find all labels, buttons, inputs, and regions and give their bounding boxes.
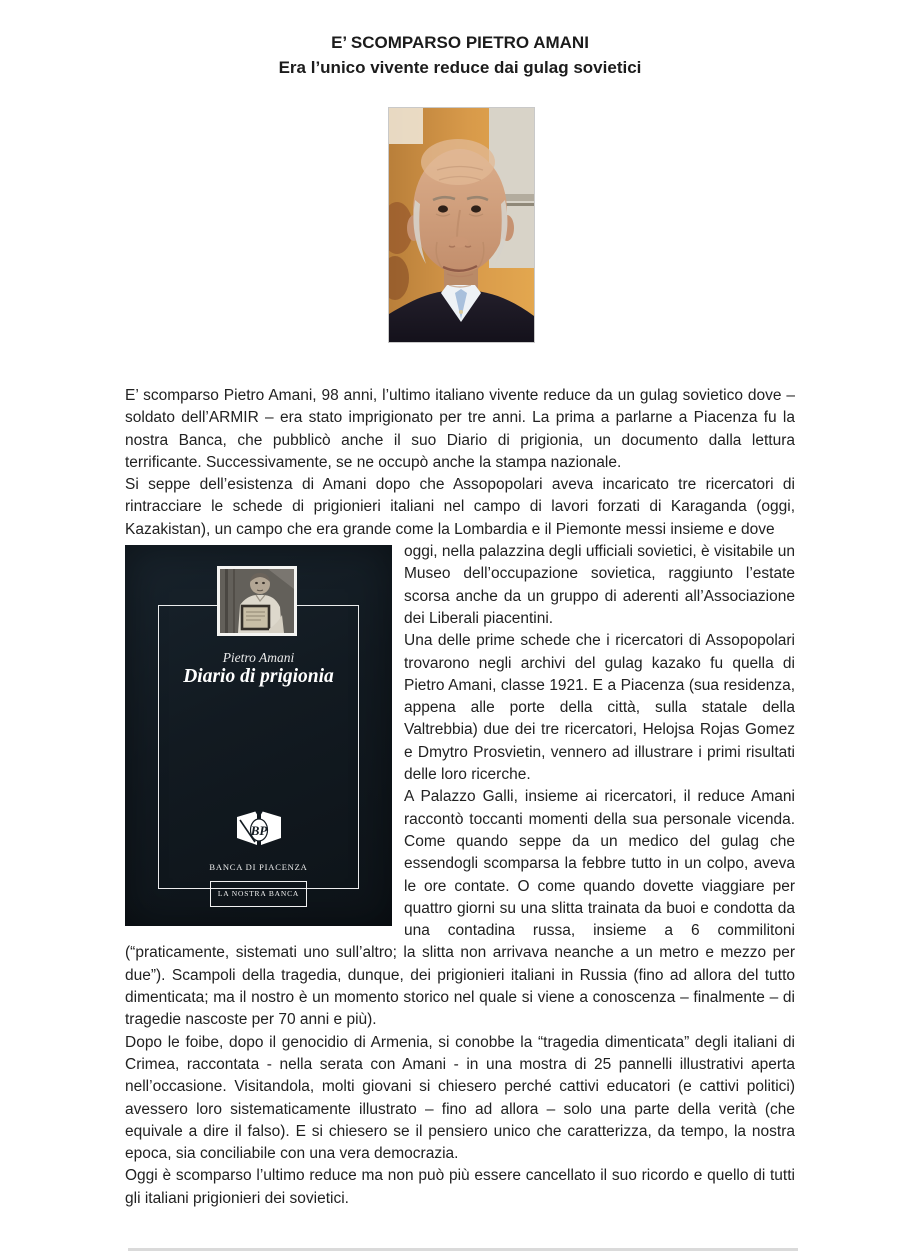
paragraph-2a: Si seppe dell’esistenza di Amani dopo che Assopopolari aveva incaricato tre ricercatori di rintracciare le schede di prigionieri italiani nel campo di lavori forzati di Karaganda (oggi, Kazakistan), un campo che era grande come la Lombardia e il Piemonte messi insieme e dove	[125, 476, 795, 538]
publisher-tagline: LA NOSTRA BANCA	[210, 881, 307, 907]
cover-photo-illustration	[220, 569, 294, 633]
portrait-illustration	[389, 108, 534, 342]
publisher-name: BANCA DI PIACENZA	[209, 862, 308, 873]
paragraph-3: Una delle prime schede che i ricercatori di Assopopolari trovarono negli archivi del gulag kazako fu quella di Pietro Amani, classe 1921. E a Piacenza (sua residenza, appena alle porte della città, sulla statale della Valtrebbia) due dei tre ricercatori, Helojsa Rojas Gomez e Dmytro Prosvietin, vennero ad illustrare i primi risultati delle loro ricerche.	[404, 632, 795, 784]
book-cover-image	[125, 545, 392, 926]
title-line-1: E’ SCOMPARSO PIETRO AMANI	[331, 33, 589, 52]
article-title	[125, 30, 795, 80]
paragraph-2b: oggi, nella palazzina degli ufficiali sovietici, è visitabile un Museo dell’occupazione sovietica, raggiunto l’estate scorsa anche da un gruppo di aderenti all’Associazione dei Liberali piacentini.	[404, 543, 795, 627]
svg-text:BP: BP	[250, 823, 267, 839]
paragraph-1: E’ scomparso Pietro Amani, 98 anni, l’ultimo italiano vivente reduce da un gulag sovietico dove – soldato dell’ARMIR – era stato imprigionato per tre anni. La prima a parlarne a Piacenza fu la nostra Banca, che pubblicò anche il suo Diario di prigionia, un documento dalla lettura terrificante. Successivamente, se ne occupò anche la stampa nazionale.	[125, 387, 795, 471]
publisher-logo	[125, 811, 392, 907]
book-cover-author: Pietro Amani	[222, 650, 295, 666]
portrait-figure	[388, 107, 533, 343]
scan-artifact-line	[128, 1248, 798, 1251]
paragraph-4: A Palazzo Galli, insieme ai ricercatori, il reduce Amani raccontò toccanti momenti della sua personale vicenda. Come quando seppe da un medico del gulag che essendogli scomparsa la febbre tutto in un colpo, aveva le ore contate. O come quando dovette viaggiare per quattro giorni su una slitta trainata da buoi e condotta da una contadina russa, insieme a 6 commilitoni (“praticamente, sistemati uno sull’altro; la slitta non arrivava neanche a un metro e mezzo per due”). Scampoli della tragedia, dunque, dei prigionieri italiani in Russia (fino ad allora del tutto dimenticata; ma il nostro è un momento storico nel quale si viene a conoscenza – finalmente – di tragedie nascoste per 70 anni e più).	[125, 788, 795, 1029]
open-book-logo-icon	[236, 811, 282, 847]
book-cover-photo	[217, 566, 297, 636]
book-cover-title: Diario di prigionia	[183, 666, 334, 688]
pietro-amani-portrait-photo	[388, 107, 535, 343]
title-line-2: Era l’unico vivente reduce dai gulag sovietici	[278, 58, 642, 77]
paragraph-6: Oggi è scomparso l’ultimo reduce ma non può più essere cancellato il suo ricordo e quello di tutti gli italiani prigionieri dei sovietici.	[125, 1167, 795, 1207]
article-body	[125, 385, 795, 1210]
paragraph-5: Dopo le foibe, dopo il genocidio di Armenia, si conobbe la “tragedia dimenticata” degli italiani di Crimea, raccontata - nella serata con Amani - in una mostra di 25 pannelli illustrativi aperta nell’occasione. Visitandola, molti giovani si chiesero perché cattivi educatori (e cattivi politici) avessero loro sistematicamente illustrato – fino ad allora – solo una parte della verità (che equivale a dire il falso). E si chiesero se il pensiero unico che caratterizza, da tempo, la nostra epoca, sia conciliabile con una vera democrazia.	[125, 1033, 795, 1163]
